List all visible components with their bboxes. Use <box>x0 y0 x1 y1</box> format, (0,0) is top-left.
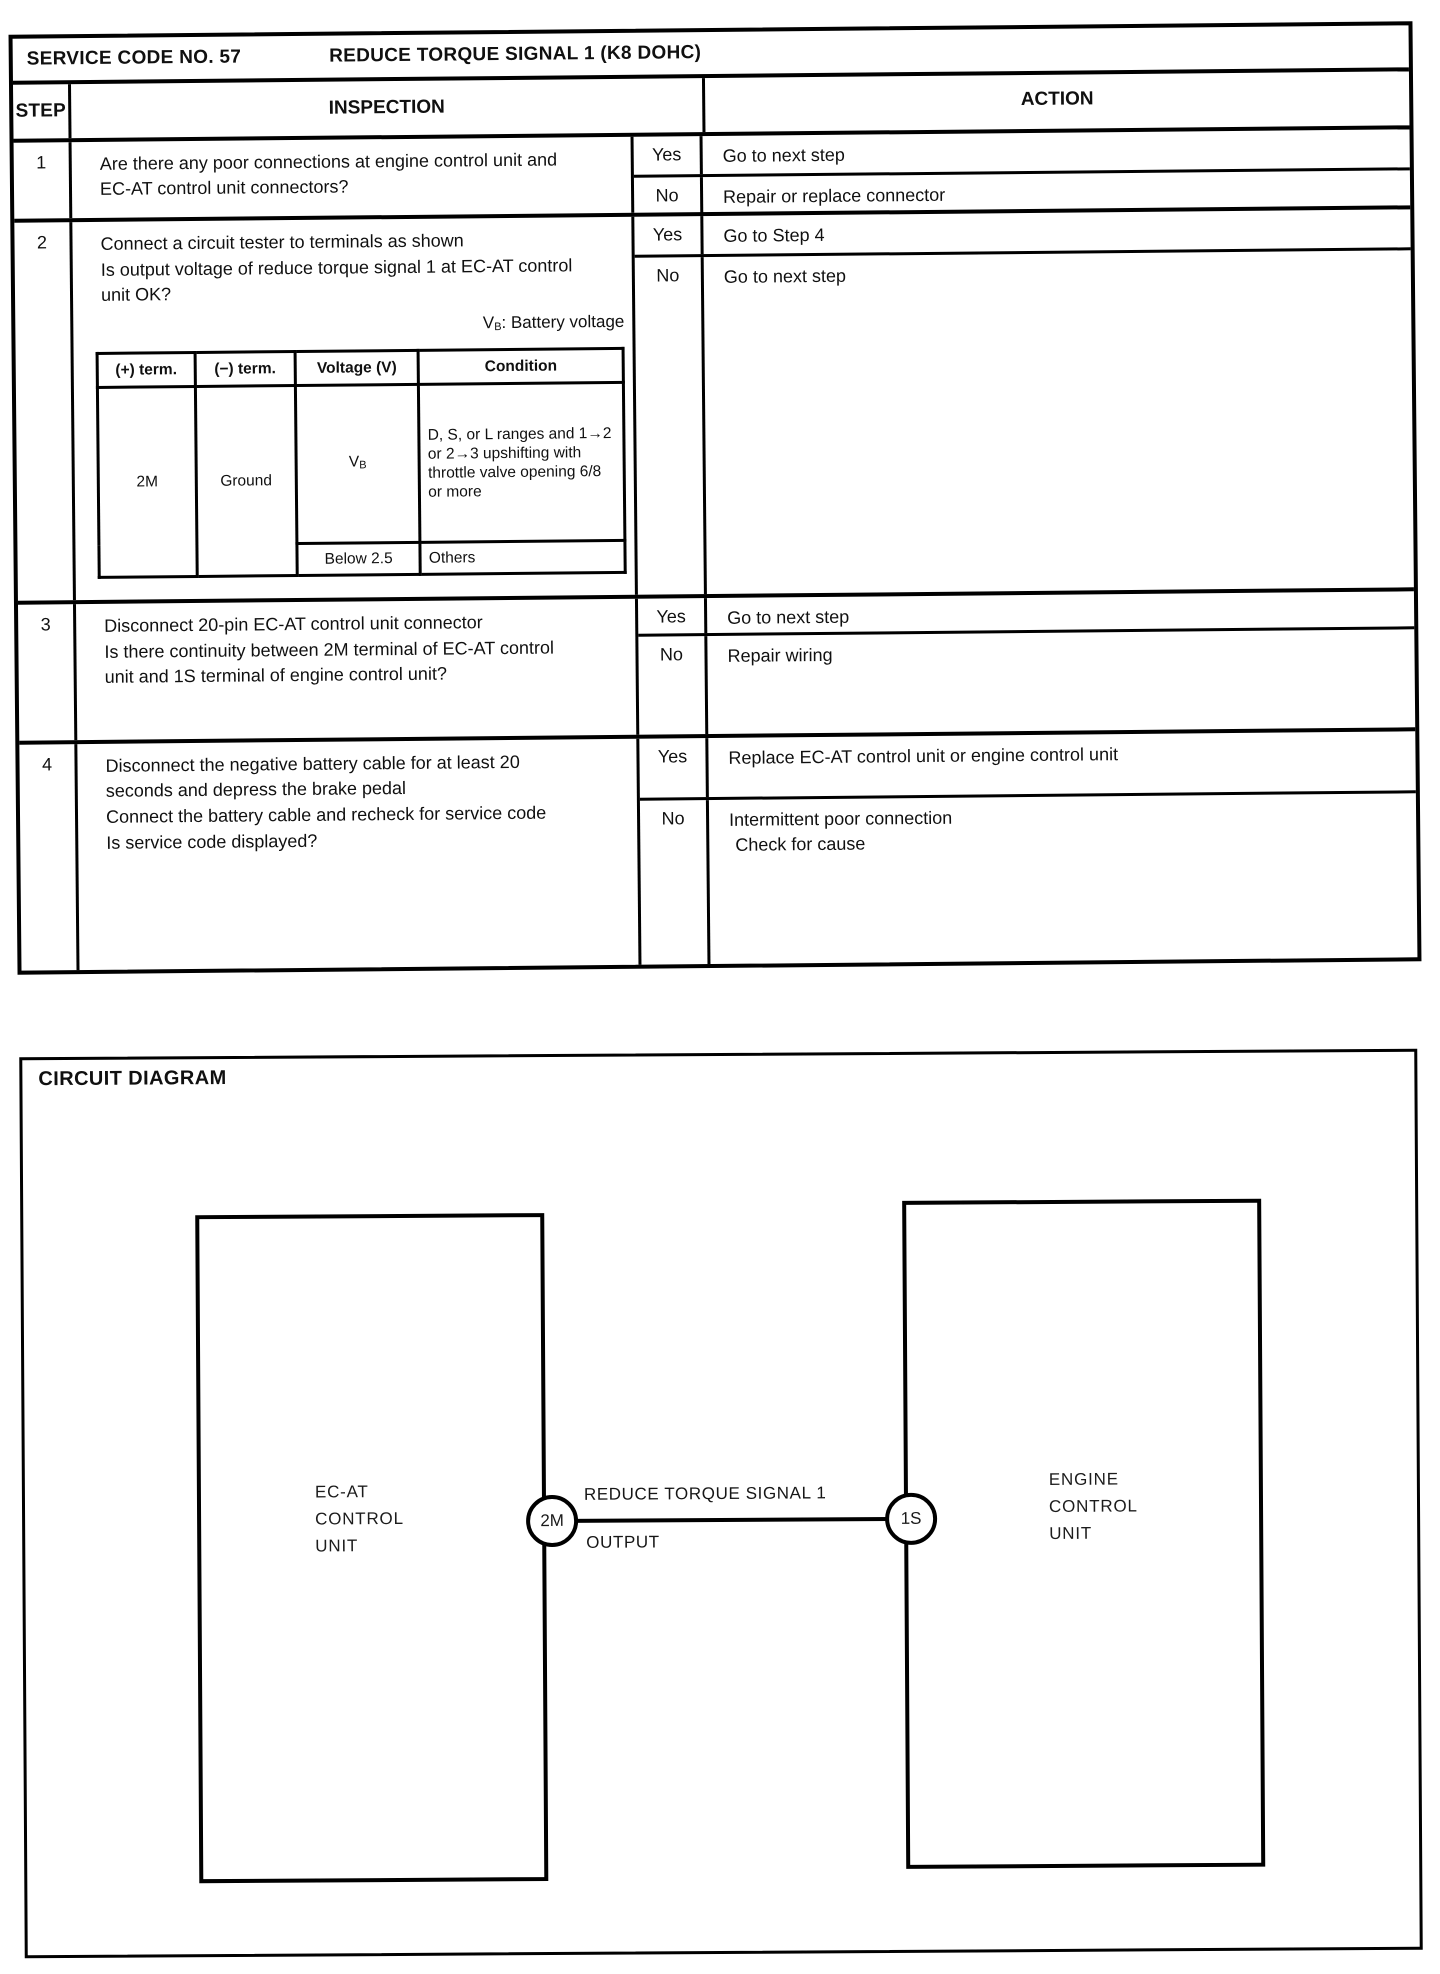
table-row-step-2 <box>14 209 1414 604</box>
voltage-value <box>295 384 420 543</box>
terminal-1s: 1S <box>885 1493 937 1545</box>
minus-terminal-value: Ground <box>195 386 297 577</box>
column-header-action: ACTION <box>1020 88 1094 111</box>
inspection-cell <box>72 217 638 600</box>
inspection-cell <box>76 599 639 740</box>
inspection-text: Connect a circuit tester to terminals as shown <box>100 230 464 254</box>
step-number: 2 <box>14 222 76 601</box>
signal-wire-sublabel: OUTPUT <box>586 1532 660 1552</box>
plus-terminal-value: 2M <box>97 386 197 577</box>
outcome-row <box>640 793 1418 964</box>
condition-value: Others <box>420 540 625 574</box>
column-header-inspection: INSPECTION <box>71 78 705 138</box>
header-minus-terminal: (−) term. <box>195 352 295 387</box>
verdict-label: Yes <box>634 136 703 175</box>
verdict-label: Yes <box>634 216 703 255</box>
action-text: Repair wiring <box>727 644 833 666</box>
action-cell-group <box>639 731 1417 964</box>
outcome-row <box>638 629 1415 734</box>
action-text: Go to next step <box>723 265 847 287</box>
label-line: CONTROL <box>315 1508 404 1529</box>
step-number: 3 <box>18 604 77 741</box>
label-line: CONTROL <box>1048 1496 1138 1516</box>
inspection-text: Connect the battery cable and recheck for service code <box>105 802 547 827</box>
label-line: UNIT <box>315 1536 359 1556</box>
action-cell-group <box>634 129 1411 212</box>
action-text: Go to next step <box>722 144 845 166</box>
label-line: UNIT <box>1049 1523 1093 1543</box>
header-voltage: Voltage (V) <box>295 350 419 385</box>
terminal-table-header-row <box>97 348 623 387</box>
voltage-symbol: V <box>348 453 360 471</box>
verdict-label: No <box>635 257 707 595</box>
label-line: ENGINE <box>1048 1469 1119 1489</box>
table-row-step-4 <box>19 731 1417 970</box>
signal-wire <box>552 1517 911 1523</box>
verdict-label: No <box>638 636 708 735</box>
label-line: EC-AT <box>314 1482 369 1502</box>
terminal-table-row <box>97 382 624 545</box>
step-number: 1 <box>14 142 73 219</box>
action-text: Go to next step <box>727 606 850 628</box>
step-number: 4 <box>19 744 79 971</box>
action-text-line: Intermittent poor connection <box>728 807 953 830</box>
signal-wire-label: REDUCE TORQUE SIGNAL 1 <box>583 1483 827 1504</box>
action-text: Replace EC-AT control unit or engine control unit <box>728 744 1119 768</box>
verdict-label: Yes <box>639 738 709 798</box>
action-text: Go to Step 4 <box>723 224 825 246</box>
engine-control-unit-label <box>1049 1465 1138 1547</box>
header-condition: Condition <box>418 348 623 384</box>
inspection-cell <box>72 137 635 218</box>
verdict-label: No <box>634 177 703 217</box>
terminal-voltage-table <box>96 347 627 579</box>
action-text <box>709 793 1418 964</box>
header-plus-terminal: (+) term. <box>97 352 195 387</box>
terminal-2m: 2M <box>526 1495 578 1547</box>
inspection-text: Is there continuity between 2M terminal of EC-AT control unit and 1S terminal of engine control unit? <box>104 637 555 687</box>
service-code-number: SERVICE CODE NO. 57 <box>26 46 242 70</box>
voltage-subscript: B <box>359 459 367 472</box>
table-row-step-3 <box>18 591 1415 744</box>
condition-value: D, S, or L ranges and 1→2 or 2→3 upshifting with throttle valve opening 6/8 or more <box>419 382 625 542</box>
verdict-label: Yes <box>638 598 707 634</box>
table-row-step-1 <box>14 129 1411 222</box>
circuit-diagram-panel <box>19 1049 1422 1959</box>
action-text-line: Check for cause <box>735 833 866 855</box>
voltage-symbol: V <box>482 313 495 333</box>
inspection-text: Disconnect 20-pin EC-AT control unit connector <box>104 612 483 636</box>
voltage-note-text: : Battery voltage <box>501 311 625 333</box>
inspection-text: Disconnect the negative battery cable for at least 20 seconds and depress the brake pedal <box>105 751 520 801</box>
voltage-value: Below 2.5 <box>297 542 421 575</box>
service-code-table <box>9 21 1422 974</box>
outcome-row <box>639 731 1416 800</box>
ecat-control-unit-label <box>315 1478 404 1560</box>
inspection-cell <box>77 739 641 970</box>
outcome-row <box>635 250 1414 594</box>
inspection-text: Is output voltage of reduce torque signal 1 at EC-AT control unit OK? <box>100 255 573 305</box>
verdict-label: No <box>640 800 711 965</box>
inspection-text: Is service code displayed? <box>106 830 318 853</box>
circuit-diagram-title: CIRCUIT DIAGRAM <box>38 1067 227 1091</box>
service-code-name: REDUCE TORQUE SIGNAL 1 (K8 DOHC) <box>329 42 702 67</box>
action-cell-group <box>634 209 1414 594</box>
action-cell-group <box>638 591 1415 734</box>
inspection-text: Are there any poor connections at engine control unit and EC-AT control unit connectors? <box>99 149 558 199</box>
voltage-subscript: B <box>494 321 502 334</box>
battery-voltage-note <box>101 309 624 344</box>
action-text: Repair or replace connector <box>723 184 946 207</box>
column-header-step: STEP <box>13 84 72 139</box>
